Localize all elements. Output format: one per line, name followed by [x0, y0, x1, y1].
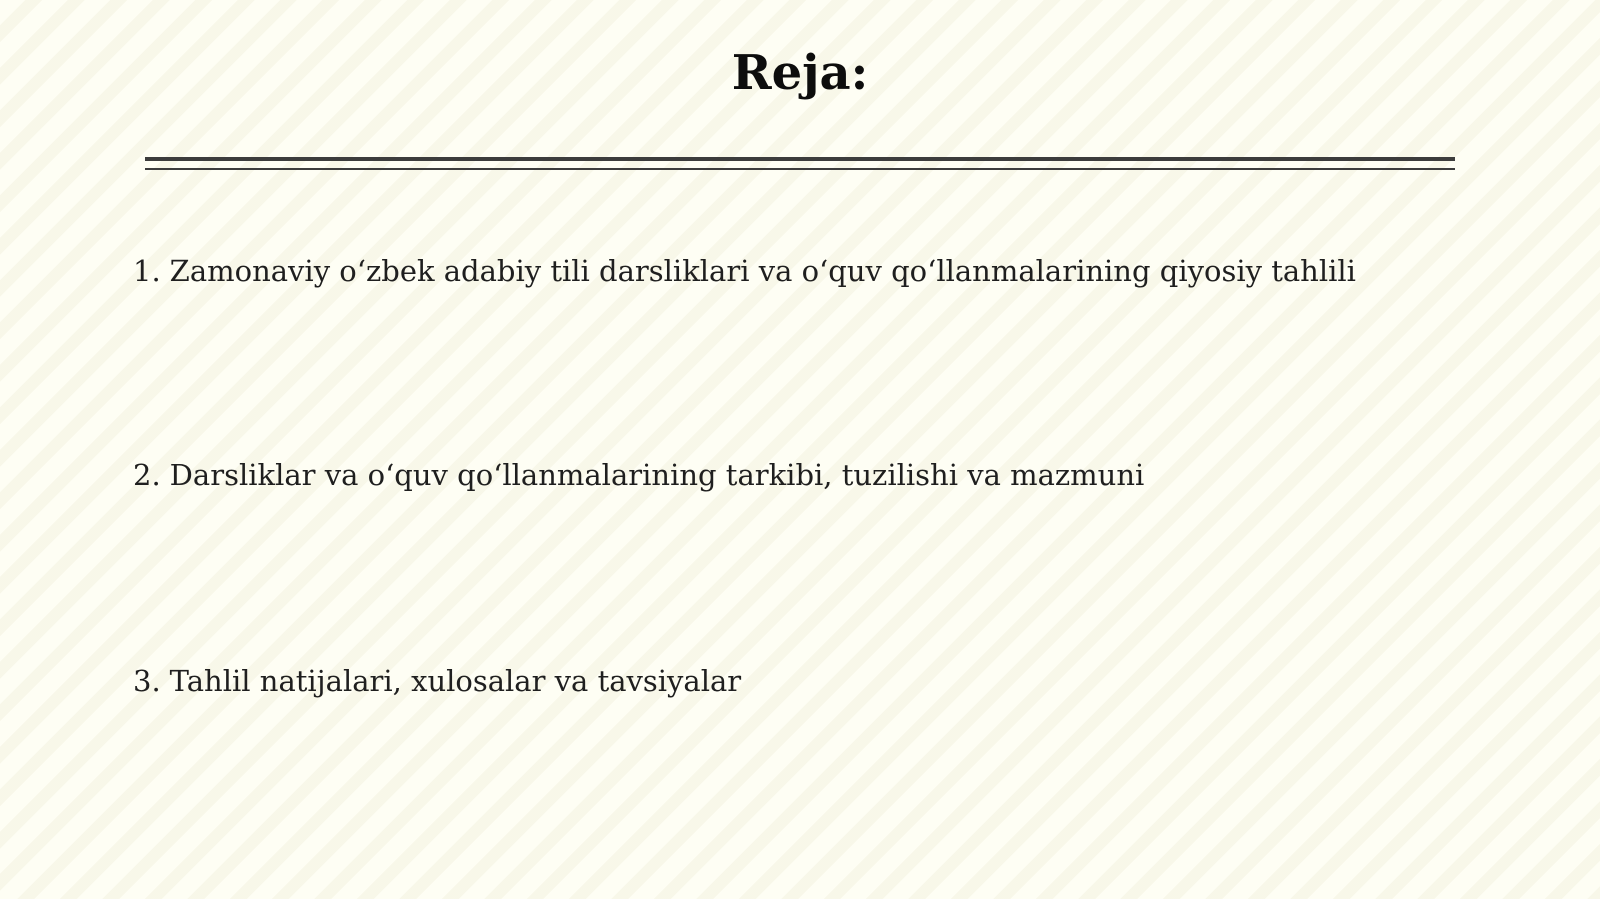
plan-item — [133, 251, 1533, 291]
plan-item-text: Tahlil natijalari, xulosalar va tavsiyalar — [169, 664, 742, 698]
plan-item-number: 1. — [133, 254, 161, 288]
plan-item — [133, 455, 1533, 495]
title-divider — [145, 157, 1455, 171]
plan-item-text: Darsliklar va oʻquv qoʻllanmalarining tarkibi, tuzilishi va mazmuni — [169, 458, 1145, 492]
divider-thin-line — [145, 168, 1455, 170]
plan-item — [133, 661, 1533, 701]
plan-item-number: 2. — [133, 458, 161, 492]
slide-title: Reja: — [731, 45, 869, 101]
plan-item-text: Zamonaviy oʻzbek adabiy tili darsliklari va oʻquv qoʻllanmalarining qiyosiy tahlili — [169, 254, 1356, 288]
divider-thick-line — [145, 157, 1455, 161]
plan-item-number: 3. — [133, 664, 161, 698]
